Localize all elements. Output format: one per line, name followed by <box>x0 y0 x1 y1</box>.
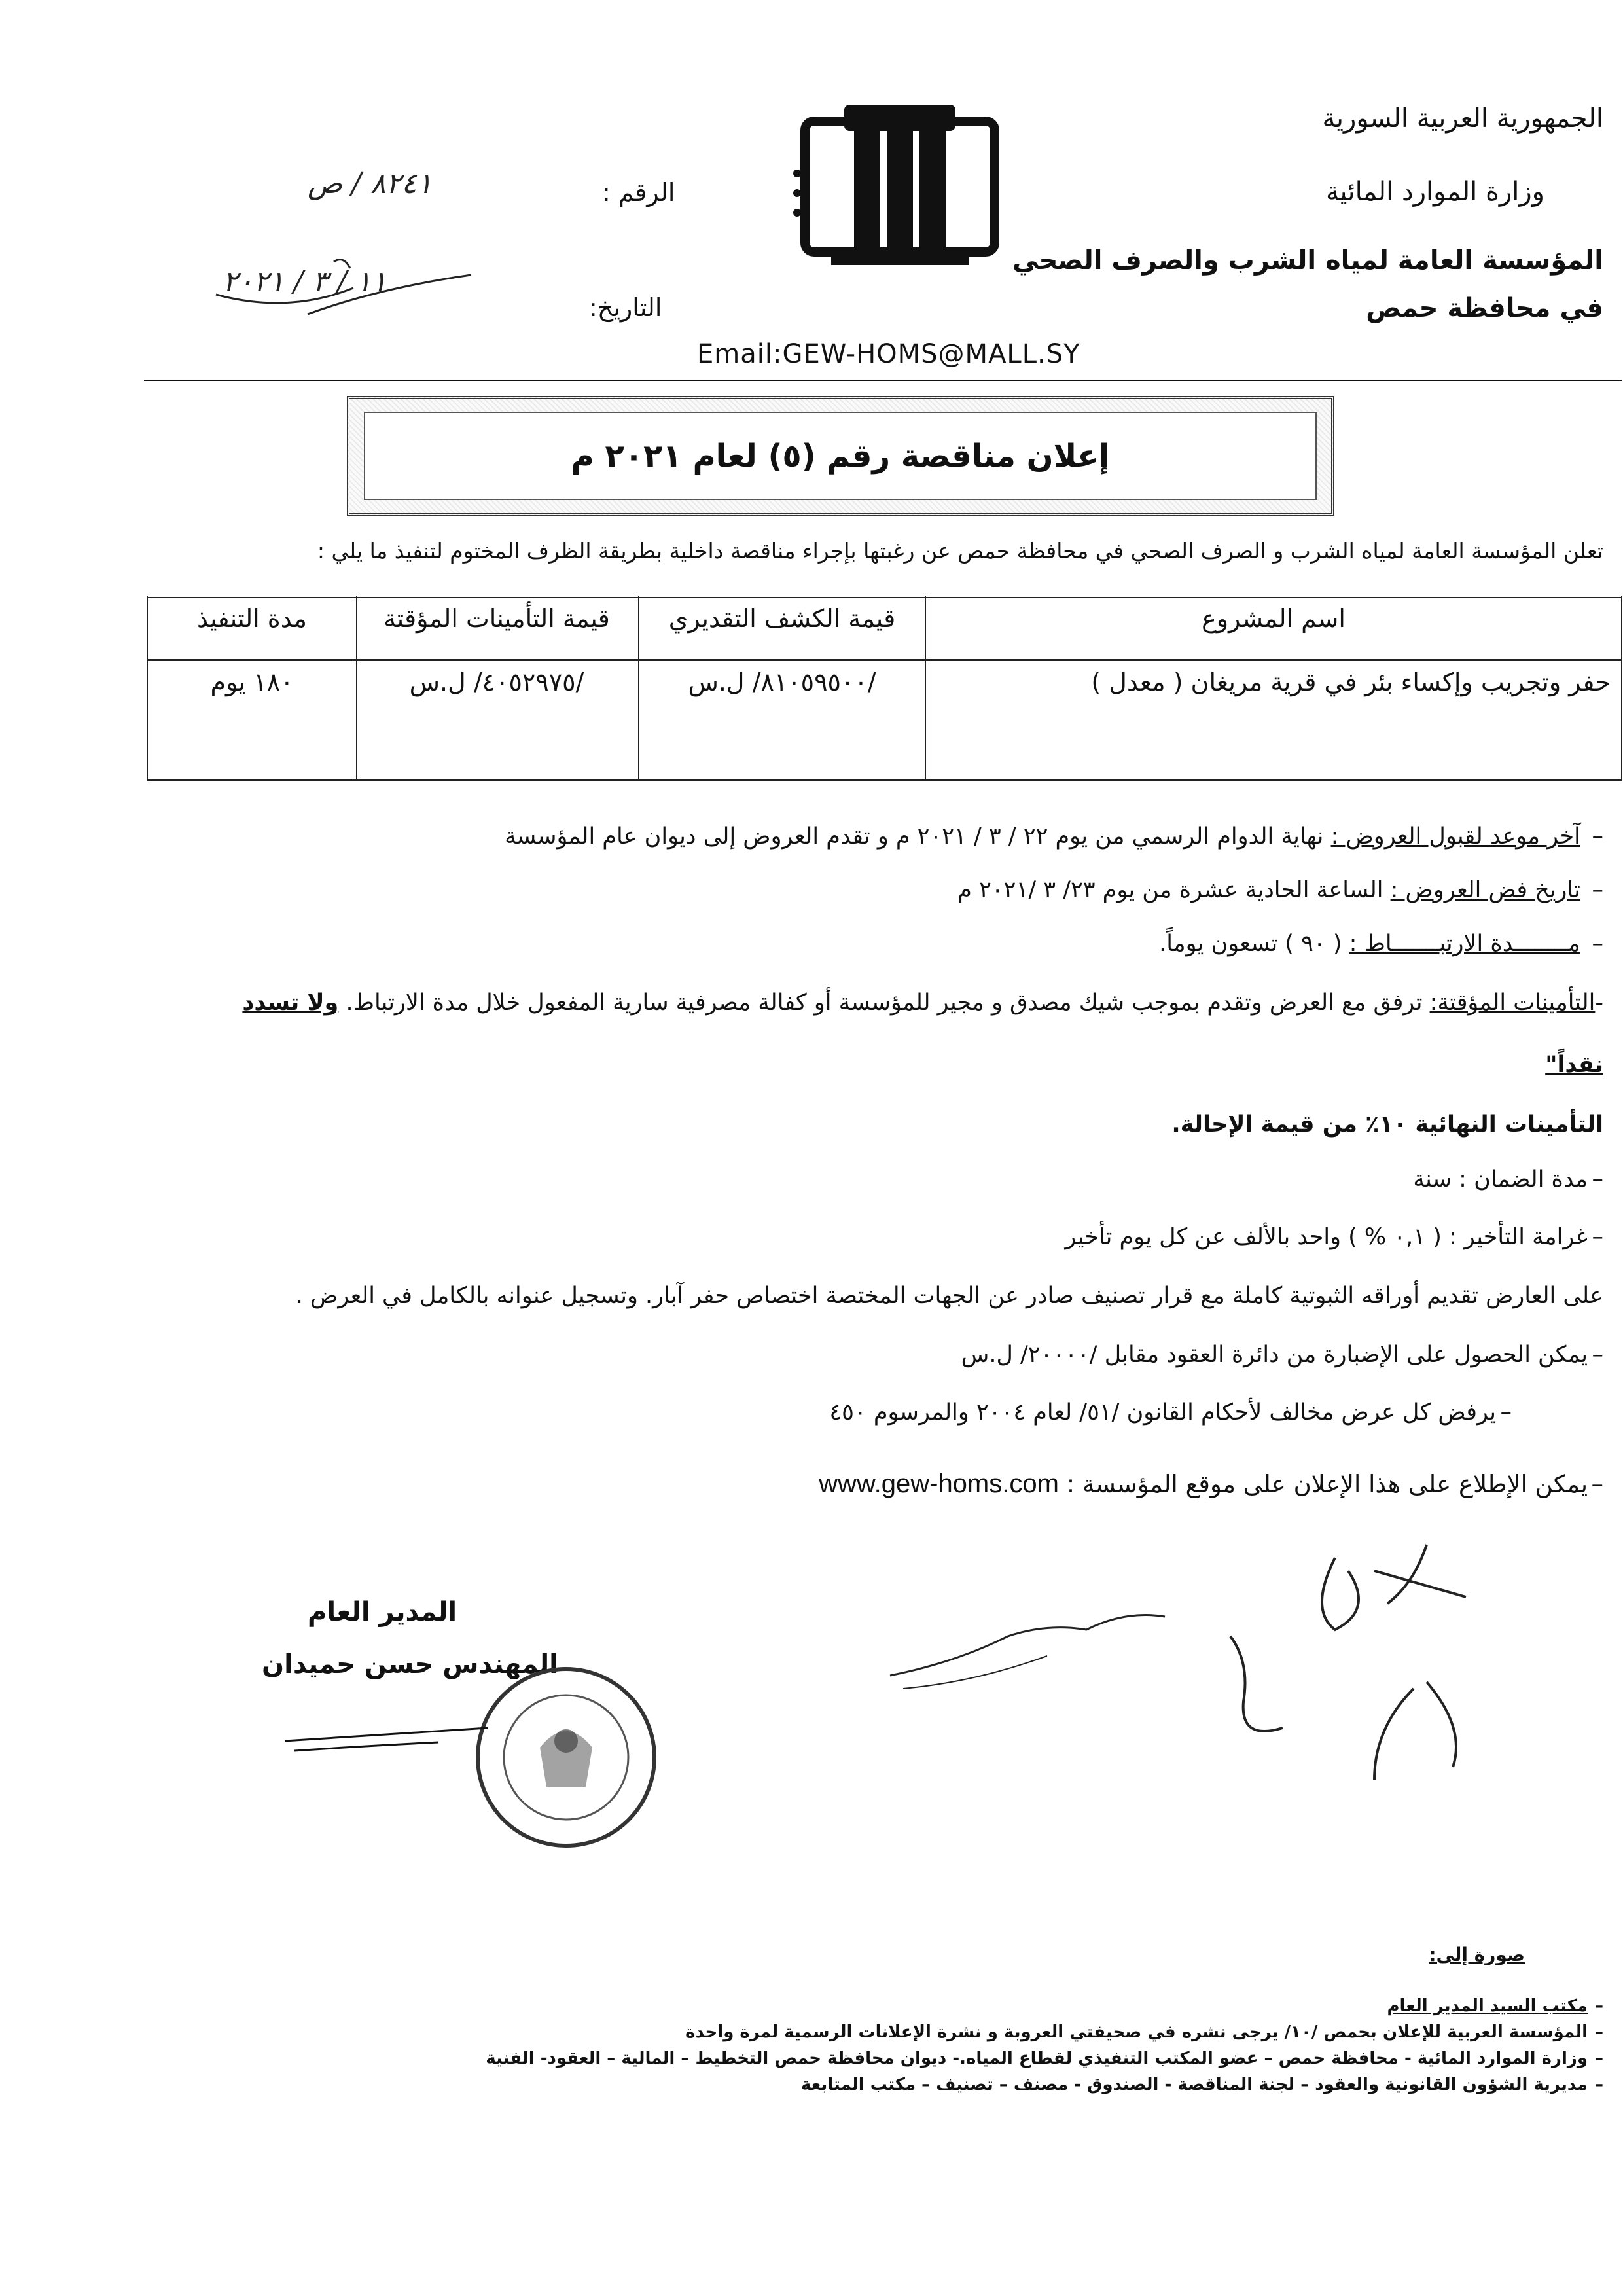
classification-item: على العارض تقديم أوراقه الثبوتية كاملة مع قرار تصنيف صادر عن الجهات المختصة اختصاص حفر آبار. وتسجيل عنوانه بالكامل في العرض . <box>295 1283 1603 1309</box>
cc-item: –مكتب السيد المدير العام <box>1387 1996 1603 2016</box>
col-estimate: قيمة الكشف التقديري <box>638 597 927 660</box>
cc-item: –وزارة الموارد المائية - محافظة حمص – عضو المكتب التنفيذي لقطاع المياه.- ديوان محافظة حمص التخطيط – المالية – العقود- الفنية <box>486 2049 1603 2068</box>
date-label: التاريخ: <box>589 293 662 322</box>
col-duration: مدة التنفيذ <box>149 597 356 660</box>
organization-name: المؤسسة العامة لمياه الشرب والصرف الصحي <box>1012 245 1603 276</box>
tender-table <box>147 596 1622 781</box>
date-handwriting-strokes <box>209 249 576 327</box>
header-divider <box>144 380 1622 381</box>
general-manager-signature <box>281 1702 491 1767</box>
signatory-name: المهندس حسن حميدان <box>262 1649 558 1679</box>
temporary-deposit-label: التأمينات المؤقتة: <box>1429 990 1596 1016</box>
institution-logo <box>792 101 1008 272</box>
col-project-name: اسم المشروع <box>927 597 1621 660</box>
email-address: Email:GEW-HOMS@MALL.SY <box>697 339 1080 369</box>
reference-number-value: ٨٢٤١ / ص <box>308 167 433 200</box>
penalty-text: غرامة التأخير : ( ٠,١ % ) واحد بالألف عن كل يوم تأخير <box>1065 1224 1588 1250</box>
intro-paragraph: تعلن المؤسسة العامة لمياه الشرب و الصرف الصحي في محافظة حمص عن رغبتها بإجراء مناقصة داخلية بطريقة الظرف المختوم لتنفيذ ما يلي : <box>317 538 1603 564</box>
website-text: يمكن الإطلاع على هذا الإعلان على موقع المؤسسة : <box>1066 1470 1588 1498</box>
official-stamp <box>471 1662 661 1852</box>
cc-item: –مديرية الشؤون القانونية والعقود – لجنة المناقصة - الصندوق - مصنف – تصنيف – مكتب المتابعة <box>801 2075 1603 2094</box>
cc-item: –المؤسسة العربية للإعلان بحمص /١٠/ يرجى نشره في صحيفتي العروبة و نشرة الإعلانات الرسمية لمرة واحدة <box>685 2022 1603 2042</box>
title-frame <box>347 396 1334 516</box>
governorate-name: في محافظة حمص <box>1366 293 1603 323</box>
binding-text: ( ٩٠ ) تسعون يوماً. <box>1159 931 1342 957</box>
signatory-title: المدير العام <box>308 1597 457 1627</box>
announcement-title: إعلان مناقصة رقم (٥) لعام ٢٠٢١ م <box>571 437 1110 475</box>
warranty-item: –مدة الضمان : سنة <box>1413 1166 1603 1193</box>
warranty-text: مدة الضمان : سنة <box>1413 1166 1588 1193</box>
cell-estimate: /٨١٠٥٩٥٠٠/ ل.س <box>638 660 927 780</box>
binding-label: مــــــــدة الارتبـــــــاط : <box>1349 931 1580 957</box>
country-name: الجمهورية العربية السورية <box>1322 103 1603 134</box>
title-panel <box>364 412 1317 500</box>
temporary-deposit-note: ولا تسدد <box>242 990 339 1016</box>
booklet-text: يمكن الحصول على الإضبارة من دائرة العقود مقابل /٢٠٠٠٠/ ل.س <box>961 1342 1588 1368</box>
binding-item: – مــــــــدة الارتبـــــــاط : ( ٩٠ ) تسعون يوماً. <box>1159 931 1603 957</box>
temporary-deposit-item: -التأمينات المؤقتة: ترفق مع العرض وتقدم بموجب شيك مصدق و مجير للمؤسسة أو كفالة مصرفية سارية المفعول خلال مدة الارتباط. ولا تسدد <box>242 990 1603 1016</box>
temporary-deposit-text: ترفق مع العرض وتقدم بموجب شيك مصدق و مجير للمؤسسة أو كفالة مصرفية سارية المفعول خلال مدة الارتباط. <box>346 990 1423 1016</box>
deadline-label: آخر موعد لقبول العروض : <box>1330 823 1580 850</box>
penalty-item: –غرامة التأخير : ( ٠,١ % ) واحد بالألف عن كل يوم تأخير <box>1065 1224 1603 1250</box>
deadline-text: نهاية الدوام الرسمي من يوم ٢٢ / ٣ / ٢٠٢١ م و تقدم العروض إلى ديوان عام المؤسسة <box>505 823 1324 850</box>
website-url[interactable]: www.gew-homs.com <box>819 1469 1059 1498</box>
col-deposit: قيمة التأمينات المؤقتة <box>356 597 638 660</box>
ministry-name: وزارة الموارد المائية <box>1325 177 1544 207</box>
reject-item: –يرفض كل عرض مخالف لأحكام القانون /٥١/ لعام ٢٠٠٤ والمرسوم ٤٥٠ <box>829 1399 1512 1426</box>
temporary-deposit-note-cont: نقداً" <box>1545 1052 1603 1078</box>
final-deposit-item: التأمينات النهائية ١٠٪ من قيمة الإحالة. <box>1171 1111 1603 1138</box>
website-item: –يمكن الإطلاع على هذا الإعلان على موقع المؤسسة : www.gew-homs.com <box>819 1469 1603 1498</box>
cc-heading: صورة إلى: <box>1429 1944 1525 1965</box>
reject-text: يرفض كل عرض مخالف لأحكام القانون /٥١/ لعام ٢٠٠٤ والمرسوم ٤٥٠ <box>829 1399 1496 1426</box>
date-value: ١١ / ٣ / ٢٠٢١ <box>223 265 387 298</box>
handwritten-approval-signatures <box>877 1532 1610 1806</box>
opening-text: الساعة الحادية عشرة من يوم ٢٣/ ٣ /٢٠٢١ م <box>957 877 1383 903</box>
opening-item: – تاريخ فض العروض : الساعة الحادية عشرة من يوم ٢٣/ ٣ /٢٠٢١ م <box>957 877 1603 903</box>
cell-project-name: حفر وتجريب وإكساء بئر في قرية مريغان ( معدل ) <box>927 660 1621 780</box>
cell-deposit: /٤٠٥٢٩٧٥/ ل.س <box>356 660 638 780</box>
reference-number-label: الرقم : <box>602 178 675 207</box>
deadline-item: – آخر موعد لقبول العروض : نهاية الدوام الرسمي من يوم ٢٢ / ٣ / ٢٠٢١ م و تقدم العروض إلى ديوان عام المؤسسة <box>505 823 1603 850</box>
opening-label: تاريخ فض العروض : <box>1390 877 1580 903</box>
booklet-item: –يمكن الحصول على الإضبارة من دائرة العقود مقابل /٢٠٠٠٠/ ل.س <box>961 1342 1603 1368</box>
table-row <box>149 660 1621 780</box>
table-header-row <box>149 597 1621 660</box>
cell-duration: ١٨٠ يوم <box>149 660 356 780</box>
